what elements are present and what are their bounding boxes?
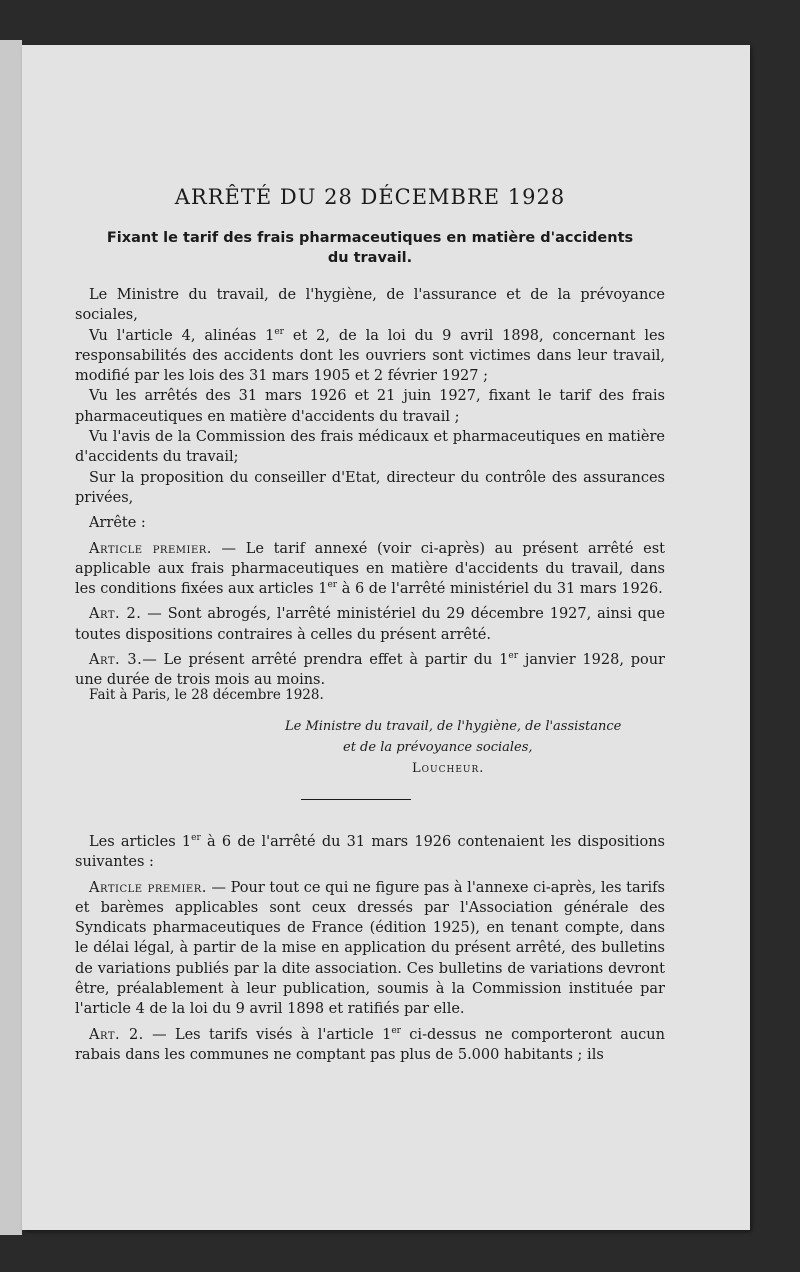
preamble-proposition: Sur la proposition du conseiller d'Etat, directeur du contrôle des assurances privées, xyxy=(75,469,665,506)
place-date-line: Fait à Paris, le 28 décembre 1928. xyxy=(89,687,324,703)
preamble-vu-arretes: Vu les arrêtés des 31 mars 1926 et 21 juin 1927, fixant le tarif des frais pharmaceutiques en matière d'accidents du travail ; xyxy=(75,388,665,425)
subtitle-line-2: du travail. xyxy=(327,250,413,266)
article-2: Art. 2. — Sont abrogés, l'arrêté ministériel du 29 décembre 1927, ainsi que toutes dispositions contraires à celles du présent arrêté. xyxy=(75,606,665,643)
signature-block xyxy=(285,716,665,779)
annex-article-1: Article premier. — Pour tout ce qui ne figure pas à l'annexe ci-après, les tarifs et barèmes applicables sont ceux dressés par l'Association générale des Syndicats pharmaceutiques de France (édition 1925), en tenant compte, dans le délai légal, à partir de la mise en application du présent arrêté, des bulletins de variations publiés par la dite association. Ces bulletins de variations devront être, préalablement à leur publication, soumis à la Commission instituée par l'article 4 de la loi du 9 avril 1898 et ratifiés par elle. xyxy=(75,879,665,1018)
annex-article-2: Art. 2. — Les tarifs visés à l'article 1er ci-dessus ne comporteront aucun rabais dans les communes ne comptant pas plus de 5.000 habitants ; ils xyxy=(75,1025,665,1063)
article-3: Art. 3.— Le présent arrêté prendra effet à partir du 1er janvier 1928, pour une durée de trois mois au moins. xyxy=(75,651,665,689)
preamble-minister: Le Ministre du travail, de l'hygiène, de l'assurance et de la prévoyance sociales, xyxy=(75,287,665,324)
decree-title: ARRÊTÉ DU 28 DÉCEMBRE 1928 xyxy=(174,185,566,209)
preamble-vu-loi: Vu l'article 4, alinéas 1er et 2, de la loi du 9 avril 1898, concernant les responsabilités des accidents dont les ouvriers sont victimes dans leur travail, modifié par les lois des 31 mars 1905 et 2 février 1927 ; xyxy=(75,326,665,385)
article-2-label: Art. 2. xyxy=(89,606,142,623)
annex-body xyxy=(75,832,665,1065)
annex-article-2-label: Art. 2. xyxy=(89,1026,144,1043)
signature-line-2: et de la prévoyance sociales, xyxy=(343,740,533,755)
decree-body xyxy=(75,285,665,691)
article-1-label: Article premier. xyxy=(89,540,212,557)
adjacent-page-edge xyxy=(0,40,22,1235)
article-1: Article premier. — Le tarif annexé (voir ci-après) au présent arrêté est applicable aux frais pharmaceutiques en matière d'accidents du travail, dans les conditions fixées aux articles 1er à 6 de l'arrêté ministériel du 31 mars 1926. xyxy=(75,540,665,598)
annex-intro: Les articles 1er à 6 de l'arrêté du 31 mars 1926 contenaient les dispositions suivantes : xyxy=(75,833,666,871)
document-page xyxy=(22,45,750,1230)
decree-subtitle xyxy=(75,228,665,268)
article-3-label: Art. 3. xyxy=(89,652,143,669)
section-divider xyxy=(301,799,411,800)
signature-line-1: Le Ministre du travail, de l'hygiène, de l'assistance xyxy=(285,719,622,734)
signatory-name: Loucheur. xyxy=(412,761,485,776)
annex-article-1-label: Article premier. xyxy=(89,879,207,896)
preamble-vu-avis: Vu l'avis de la Commission des frais médicaux et pharmaceutiques en matière d'accidents du travail; xyxy=(75,429,665,466)
subtitle-line-1: Fixant le tarif des frais pharmaceutiques en matière d'accidents xyxy=(106,230,634,246)
preamble-arrete: Arrête : xyxy=(89,515,146,532)
